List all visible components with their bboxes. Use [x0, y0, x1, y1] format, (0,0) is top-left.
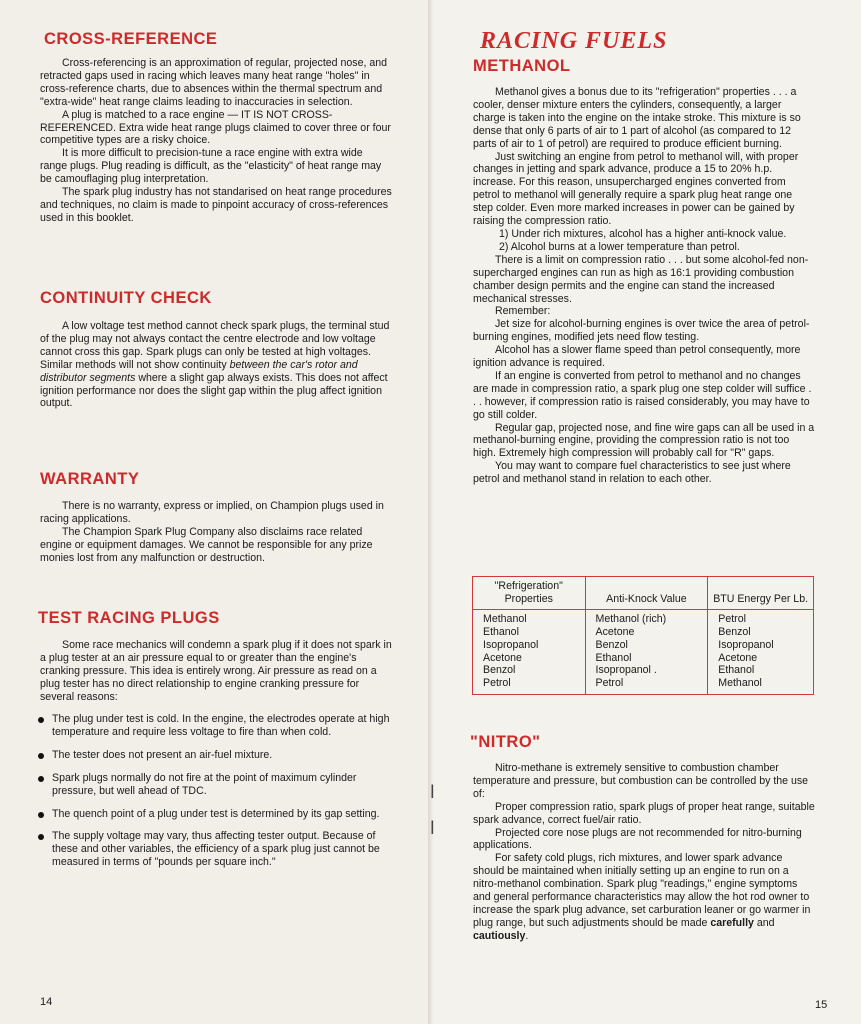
column-header: BTU Energy Per Lb. — [708, 577, 814, 610]
text: For safety cold plugs, rich mixtures, and lower spark advance should be maintained when initially setting up an engine to run on a nitro-methanol combination. Spark plug "readings," engine symptoms and general performance characteristics may allow the hot rod owner to increase the spark plug advance, set carburation leaner or go warmer in plug range, but such adjustments should be made — [473, 852, 811, 929]
list-item — [38, 749, 394, 762]
nitro-heading: "NITRO" — [470, 733, 541, 751]
cell-value: Acetone — [483, 651, 522, 664]
paragraph: Alcohol has a slower flame speed than petrol consequently, more ignition advance is required. — [473, 344, 801, 370]
bold-text: carefully — [710, 916, 754, 929]
cell-value: Acetone — [595, 625, 635, 638]
paragraph: Some race mechanics will condemn a spark plug if it does not spark in a plug tester at an air pressure equal to or greater than the engine's cranking pressure. This idea is entirely wrong. Air pressure as read on a plug tester has no direct relationship to engine cranking pressure for several reasons: — [40, 639, 392, 703]
bullet-icon — [38, 717, 44, 723]
list-item-text: The quench point of a plug under test is determined by its gap setting. — [52, 807, 380, 820]
table-header-row — [473, 577, 814, 610]
list-item: 2) Alcohol burns at a lower temperature than petrol. — [499, 240, 740, 253]
paragraph: You may want to compare fuel characteristics to see just where petrol and methanol stand in relation to each other. — [473, 460, 791, 486]
page-number-left: 14 — [40, 996, 53, 1008]
bullet-icon — [38, 753, 44, 759]
continuity-check-heading: CONTINUITY CHECK — [40, 289, 212, 307]
table-cell — [473, 609, 586, 694]
staple-mark: ǀ — [430, 782, 435, 802]
paragraph: A plug is matched to a race engine — IT IS NOT CROSS-REFERENCED. Extra wide heat range plugs claimed to cover three or four competitive types are a risky choice. — [40, 108, 391, 147]
paragraph: Just switching an engine from petrol to methanol will, with proper changes in jetting and spark advance, produce a 15 to 20% h.p. increase. For this reason, unsupercharged engines converted from petrol to methanol will generally require a spark plug heat range one step colder. Even more marked increases in power can be gained by raising the compression ratio. — [473, 150, 799, 228]
bullet-icon — [38, 776, 44, 782]
bullet-icon — [38, 834, 44, 840]
paragraph: Remember: — [495, 305, 551, 318]
cell-value: Benzol — [595, 638, 628, 651]
paragraph: Methanol gives a bonus due to its "refrigeration" properties . . . a cooler, denser mixture enters the cylinders, consequently, a larger charge is taken into the engine on the intake stroke. This mixture is so dense that only 6 parts of air to 1 part of alcohol (as compared to 12 parts of air to 1 of petrol) are required to produce efficient burning. — [473, 86, 801, 150]
list-item — [38, 830, 394, 869]
text: A low voltage test method cannot check spark plugs, the terminal stud of the plug may not always contact the centre electrode and low voltage cannot cross this gap. Spark plugs can only be tested at high voltages. Similar methods will not show continuity — [40, 320, 390, 371]
paragraph: Projected core nose plugs are not recommended for nitro-burning applications. — [473, 826, 802, 852]
cell-value: Isopropanol . — [595, 664, 657, 677]
table-cell — [585, 609, 708, 694]
page-title: RACING FUELS — [480, 28, 668, 54]
methanol-heading: METHANOL — [473, 57, 571, 75]
list-item-text: The tester does not present an air-fuel mixture. — [52, 748, 273, 761]
cell-value: Petrol — [595, 677, 624, 690]
paragraph: Jet size for alcohol-burning engines is over twice the area of petrol-burning engines, modified jets need flow testing. — [473, 318, 810, 344]
table-row — [473, 609, 814, 694]
cell-value: Petrol — [483, 677, 511, 690]
paragraph — [40, 320, 392, 410]
italic-text: between the car's rotor and distributor segments — [40, 358, 358, 384]
cell-value: Methanol — [483, 612, 527, 625]
paragraph: Cross-referencing is an approximation of regular, projected nose, and retracted gaps used in racing which leaves many heat range "holes" in cross-reference charts, due to absences within the thermal spectrum and "extra-wide" heat range claims leading to inaccuracies in selection. — [40, 57, 388, 108]
paragraph — [473, 852, 815, 942]
warranty-body — [40, 500, 392, 565]
text: and — [753, 916, 775, 929]
page-number-right: 15 — [815, 999, 828, 1011]
cell-value: Petrol — [718, 612, 746, 625]
test-reasons-list — [38, 713, 394, 879]
nitro-body — [473, 762, 815, 943]
paragraph: There is a limit on compression ratio . . . but some alcohol-fed non-supercharged engines can run as high as 16:1 providing combustion chamber design permits and the engine can stand the increased mechanical stresses. — [473, 253, 809, 305]
cell-value: Methanol — [718, 677, 762, 690]
cross-reference-body — [40, 57, 392, 225]
bold-text: cautiously — [473, 929, 526, 942]
paragraph: Regular gap, projected nose, and fine wire gaps can all be used in a methanol-burning engine, providing the compression ratio is not too high. Extremely high compression will probably call for "R" gaps. — [473, 421, 815, 460]
test-racing-plugs-heading: TEST RACING PLUGS — [38, 609, 220, 627]
bullet-icon — [38, 812, 44, 818]
cell-value: Isopropanol — [718, 638, 774, 651]
column-header: Anti-Knock Value — [585, 577, 708, 610]
cell-value: Isopropanol — [483, 638, 539, 651]
list-item — [38, 808, 394, 821]
warranty-heading: WARRANTY — [40, 470, 140, 488]
paragraph: The spark plug industry has not standarised on heat range procedures and techniques, no claim is made to pinpoint accuracy of cross-references used in this booklet. — [40, 186, 392, 224]
list-item-text: The supply voltage may vary, thus affecting tester output. Because of these and other variables, the efficiency of a spark plug just cannot be measured in terms of "pounds per square inch." — [52, 830, 380, 869]
text: . — [525, 929, 529, 942]
staple-mark: ǀ — [430, 818, 435, 838]
cell-value: Acetone — [718, 651, 758, 664]
paragraph: Proper compression ratio, spark plugs of proper heat range, suitable spark advance, correct fuel/air ratio. — [473, 800, 815, 826]
cell-value: Ethanol — [483, 625, 519, 638]
table-cell — [708, 609, 814, 694]
cell-value: Ethanol — [595, 651, 632, 664]
fuel-comparison-table — [472, 576, 814, 695]
list-item — [38, 772, 394, 798]
column-header: "Refrigeration" Properties — [473, 577, 586, 610]
cell-value: Methanol (rich) — [595, 612, 667, 625]
test-racing-plugs-intro — [40, 639, 392, 704]
cell-value: Benzol — [718, 625, 751, 638]
cell-value: Benzol — [483, 664, 516, 677]
text: where a slight gap always exists. This does not affect ignition performance nor does the slight gap within the plug affect ignition output. — [40, 371, 388, 410]
cross-reference-heading: CROSS-REFERENCE — [44, 30, 218, 48]
paragraph: Nitro-methane is extremely sensitive to combustion chamber temperature and pressure, but combustion can be controlled by the use of: — [473, 762, 809, 800]
cell-value: Ethanol — [718, 664, 755, 677]
paragraph: It is more difficult to precision-tune a race engine with extra wide range plugs. Plug reading is difficult, as the "elasticity" of heat range may be camouflaging plug interpretation. — [40, 147, 382, 186]
paragraph: If an engine is converted from petrol to methanol and no changes are made in compression ratio, a spark plug one step colder will suffice . . . however, if compression ratio is raised considerably, you may have to go still colder. — [473, 369, 812, 421]
paragraph: The Champion Spark Plug Company also disclaims race related engine or equipment damages. We cannot be responsible for any prize monies lost from any malfunction or destruction. — [40, 525, 373, 564]
methanol-body — [473, 86, 815, 486]
continuity-check-body — [40, 320, 392, 410]
list-item — [38, 713, 394, 739]
list-item-text: Spark plugs normally do not fire at the point of maximum cylinder pressure, but well ahead of TDC. — [52, 771, 357, 797]
page-fold — [428, 0, 434, 1024]
list-item-text: The plug under test is cold. In the engine, the electrodes operate at high temperature and require less voltage to fire than when cold. — [52, 713, 390, 738]
list-item: 1) Under rich mixtures, alcohol has a higher anti-knock value. — [499, 227, 787, 240]
paragraph: There is no warranty, express or implied, on Champion plugs used in racing applications. — [40, 500, 384, 525]
